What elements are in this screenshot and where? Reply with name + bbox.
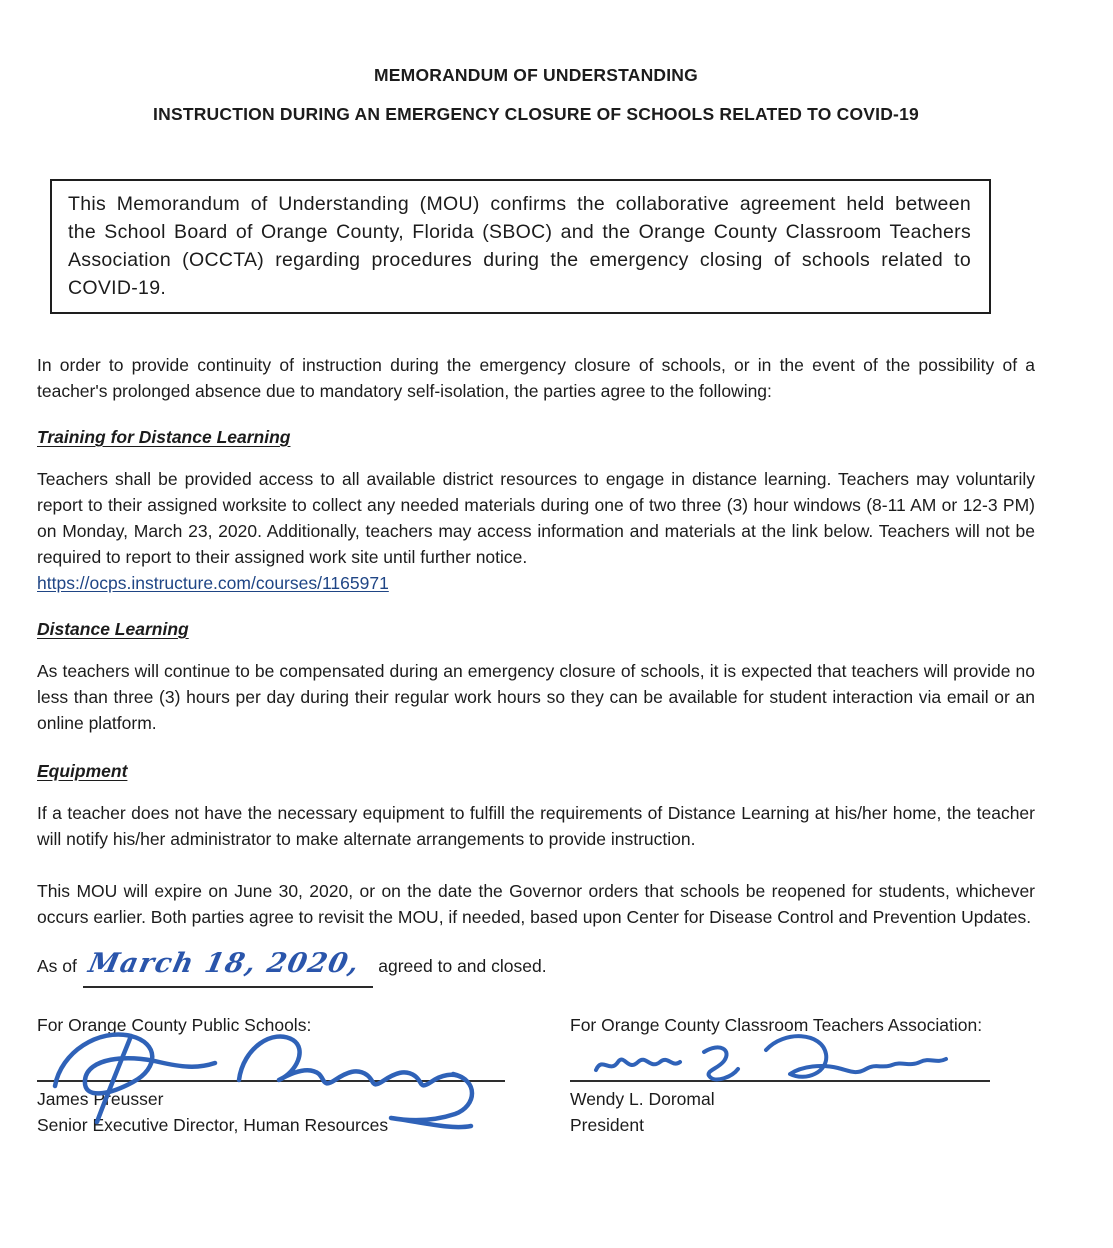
section-body-training-for-distance-learning: Teachers shall be provided access to all available district resources to engage in distance learning. Teachers may voluntarily report to their assigned worksite to collect any needed materials during one of two three (3) hour windows (8-11 AM or 12-3 PM) on Monday, March 23, 2020. Additionally, teachers may access information and materials at the link below. Teachers will not be required to report to their assigned work site until further notice.: [37, 469, 1035, 567]
signature-line-ocps: [37, 1036, 505, 1082]
signature-line-occta: [570, 1036, 990, 1082]
section-body-equipment: If a teacher does not have the necessary equipment to fulfill the requirements of Distance Learning at his/her home, the teacher will notify his/her administrator to make alternate arrangements to provide instruction.: [37, 803, 1035, 849]
agreement-date-suffix: agreed to and closed.: [378, 956, 547, 976]
course-link[interactable]: https://ocps.instructure.com/courses/1165971: [37, 573, 389, 593]
section-heading-equipment: Equipment: [37, 761, 128, 781]
signatory-name-occta: Wendy L. Doromal: [570, 1089, 715, 1109]
signatory-title-occta: President: [570, 1115, 644, 1135]
signature-section: [37, 1014, 1035, 1138]
handwritten-date: March 18, 2020,: [85, 948, 363, 979]
signature-for-line-ocps: For Orange County Public Schools:: [37, 1015, 312, 1035]
signatory-name-ocps: James Preusser: [37, 1089, 164, 1109]
section-body-distance-learning: As teachers will continue to be compensated during an emergency closure of schools, it is expected that teachers will provide no less than three (3) hours per day during their regular work hours so they can be available for student interaction via email or an online platform.: [37, 661, 1035, 733]
signature-block-occta: [570, 1014, 990, 1138]
agreement-date-line: [37, 946, 1035, 988]
signature-stroke-wendy-doromal: [584, 1020, 964, 1090]
signature-block-ocps: [37, 1014, 505, 1138]
intro-paragraph: In order to provide continuity of instruction during the emergency closure of schools, or in the event of the possibility of a teacher's prolonged absence due to mandatory self-isolation, the parties agree to the following:: [37, 355, 1035, 401]
memo-title: MEMORANDUM OF UNDERSTANDING: [374, 65, 698, 85]
signature-stroke-james-preusser: [35, 1014, 495, 1134]
handwritten-date-underline: [83, 946, 374, 988]
memo-subtitle: INSTRUCTION DURING AN EMERGENCY CLOSURE OF SCHOOLS RELATED TO COVID-19: [153, 104, 919, 124]
signature-for-line-occta: For Orange County Classroom Teachers Association:: [570, 1015, 983, 1035]
agreement-date-prefix: As of: [37, 956, 77, 976]
section-heading-distance-learning: Distance Learning: [37, 619, 189, 639]
agreement-summary-box: This Memorandum of Understanding (MOU) confirms the collaborative agreement held between the School Board of Orange County, Florida (SBOC) and the Orange County Classroom Teachers Association (OCCTA) regarding procedures during the emergency closing of schools related to COVID-19.: [50, 179, 991, 314]
section-heading-training-for-distance-learning: Training for Distance Learning: [37, 427, 291, 447]
signatory-title-ocps: Senior Executive Director, Human Resources: [37, 1115, 389, 1135]
expiry-paragraph: This MOU will expire on June 30, 2020, or on the date the Governor orders that schools be reopened for students, whichever occurs earlier. Both parties agree to revisit the MOU, if needed, based upon Center for Disease Control and Prevention Updates.: [37, 881, 1035, 927]
